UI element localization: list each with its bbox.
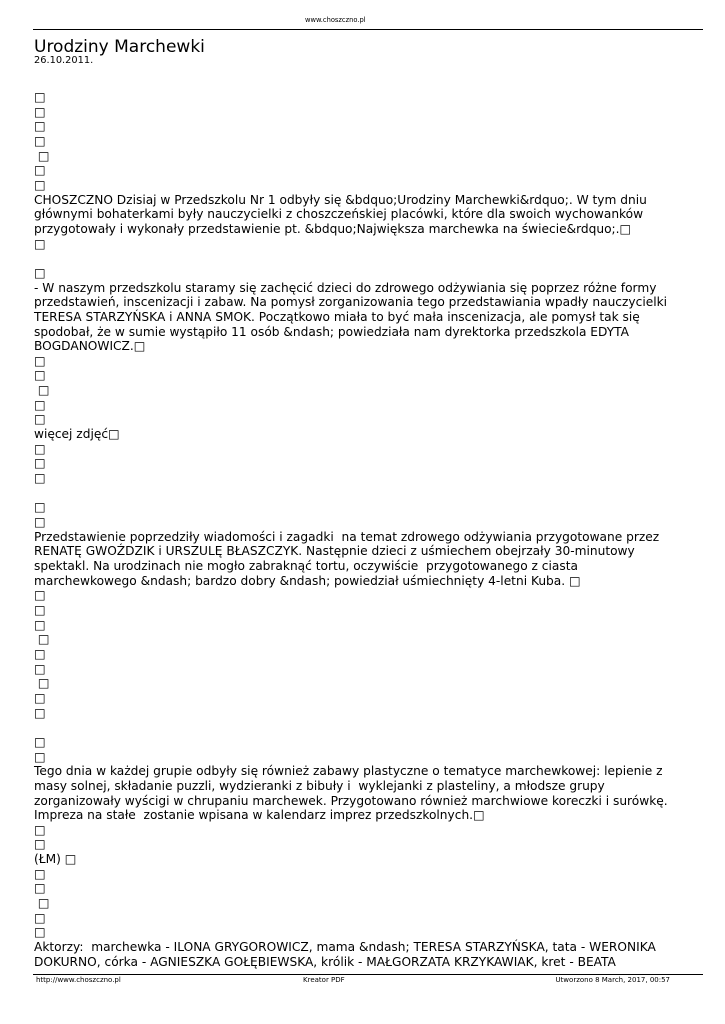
article-line: przygotowały i wykonały przedstawienie pt. &bdquo;Największa marchewka na świecie&rdquo;.□ bbox=[34, 221, 632, 236]
article-line: □ bbox=[34, 119, 46, 134]
footer-created-date: Utworzono 8 March, 2017, 00:57 bbox=[555, 976, 670, 984]
article-line: przedstawień, inscenizacji i zabaw. Na pomysł zorganizowania tego przedstawiania wpadły nauczycielki bbox=[34, 295, 668, 310]
article-line: Tego dnia w każdej grupie odbyły się również zabawy plastyczne o tematyce marchewkowej: lepienie z bbox=[34, 764, 663, 779]
article-line: □ bbox=[34, 910, 46, 925]
article-line: □ bbox=[34, 646, 46, 661]
article-line: Przedstawienie poprzedziły wiadomości i zagadki na temat zdrowego odżywiania przygotowane przez bbox=[34, 529, 660, 544]
article-title: Urodziny Marchewki bbox=[34, 37, 205, 57]
article-line: □ bbox=[34, 353, 46, 368]
article-line: □ bbox=[34, 133, 46, 148]
article-line: głównymi bohaterkami były nauczycielki z choszczeńskiej placówki, które dla swoich wychowanków bbox=[34, 207, 644, 222]
article-line: □ bbox=[34, 661, 46, 676]
more-photos-line: więcej zdjęć□ bbox=[34, 427, 120, 442]
article-line: □ bbox=[34, 471, 46, 486]
article-line: □ bbox=[34, 368, 46, 383]
site-header-url: www.choszczno.pl bbox=[305, 16, 366, 24]
article-line: □ bbox=[34, 397, 46, 412]
footer-url: http://www.choszczno.pl bbox=[36, 976, 121, 984]
article-line: □ bbox=[34, 90, 46, 104]
article-line: □ bbox=[34, 602, 46, 617]
article-line: □ bbox=[34, 632, 50, 647]
author-initials-line: (ŁM) □ bbox=[34, 852, 77, 867]
article-line: TERESA STARZYŃSKA i ANNA SMOK. Początkowo miała to być mała inscenizacja, ale pomysł tak się bbox=[34, 309, 640, 324]
article-line: □ bbox=[34, 163, 46, 178]
article-line: BOGDANOWICZ.□ bbox=[34, 339, 146, 354]
article-line: □ bbox=[34, 866, 46, 881]
article-line: □ bbox=[34, 749, 46, 764]
article-line: □ bbox=[34, 515, 46, 530]
cast-line: Aktorzy: marchewka - ILONA GRYGOROWICZ, mama &ndash; TERESA STARZYŃSKA, tata - WERONIKA bbox=[34, 940, 656, 955]
article-line: □ bbox=[34, 148, 50, 163]
article-line: marchewkowego &ndash; bardzo dobry &ndash; powiedział uśmiechnięty 4-letni Kuba. □ bbox=[34, 573, 581, 588]
article-line: □ bbox=[34, 925, 46, 940]
article-line: zorganizowały wyścigi w chrupaniu marchewek. Przygotowano również marchwiowe koreczki i surówkę. bbox=[34, 793, 668, 808]
article-line: spektakl. Na urodzinach nie mogło zabraknąć tortu, oczywiście przygotowanego z ciasta bbox=[34, 559, 578, 573]
article-date: 26.10.2011. bbox=[34, 55, 94, 66]
article-line: RENATĘ GWOŹDZIK i URSZULĘ BŁASZCZYK. Następnie dzieci z uśmiechem obejrzały 30-minutowy bbox=[34, 544, 635, 559]
article-line: □ bbox=[34, 441, 46, 456]
blank-line bbox=[34, 720, 668, 735]
footer-divider bbox=[33, 974, 703, 975]
article-line: □ bbox=[34, 177, 46, 192]
cast-line: DOKURNO, córka - AGNIESZKA GOŁĘBIEWSKA, królik - MAŁGORZATA KRZYKAWIAK, kret - BEATA bbox=[34, 954, 616, 969]
article-line: □ bbox=[34, 588, 46, 603]
article-line: □ bbox=[34, 676, 50, 691]
article-line: spodobał, że w sumie wystąpiło 11 osób &ndash; powiedziała nam dyrektorka przedszkola EDYTA bbox=[34, 324, 629, 339]
header-divider bbox=[33, 29, 703, 30]
article-line: □ bbox=[34, 734, 46, 749]
article-line: □ bbox=[34, 881, 46, 896]
article-line: - W naszym przedszkolu staramy się zachęcić dzieci do zdrowego odżywiania się poprzez różne formy bbox=[34, 280, 657, 295]
article-line: CHOSZCZNO Dzisiaj w Przedszkolu Nr 1 odbyły się &bdquo;Urodziny Marchewki&rdquo;. W tym dniu bbox=[34, 192, 647, 207]
article-line: □ bbox=[34, 617, 46, 632]
article-line: □ bbox=[34, 705, 46, 720]
article-line: □ bbox=[34, 456, 46, 471]
article-line: □ bbox=[34, 500, 46, 515]
article-line: masy solnej, składanie puzzli, wydzieranki z bibuły i wyklejanki z plasteliny, a młodsze grupy bbox=[34, 778, 605, 793]
article-line: □ bbox=[34, 896, 50, 911]
blank-line bbox=[34, 486, 668, 501]
blank-line bbox=[34, 251, 668, 266]
article-line: □ bbox=[34, 412, 46, 427]
article-line: □ bbox=[34, 822, 46, 837]
article-line: □ bbox=[34, 837, 46, 852]
footer-generator: Kreator PDF bbox=[303, 976, 345, 984]
article-line: □ bbox=[34, 690, 46, 705]
article-body bbox=[34, 90, 668, 969]
article-line: □ bbox=[34, 383, 50, 398]
article-line: Impreza na stałe zostanie wpisana w kalendarz imprez przedszkolnych.□ bbox=[34, 808, 485, 823]
article-line: □ bbox=[34, 265, 46, 280]
article-line: □ bbox=[34, 104, 46, 119]
article-line: □ bbox=[34, 236, 46, 251]
